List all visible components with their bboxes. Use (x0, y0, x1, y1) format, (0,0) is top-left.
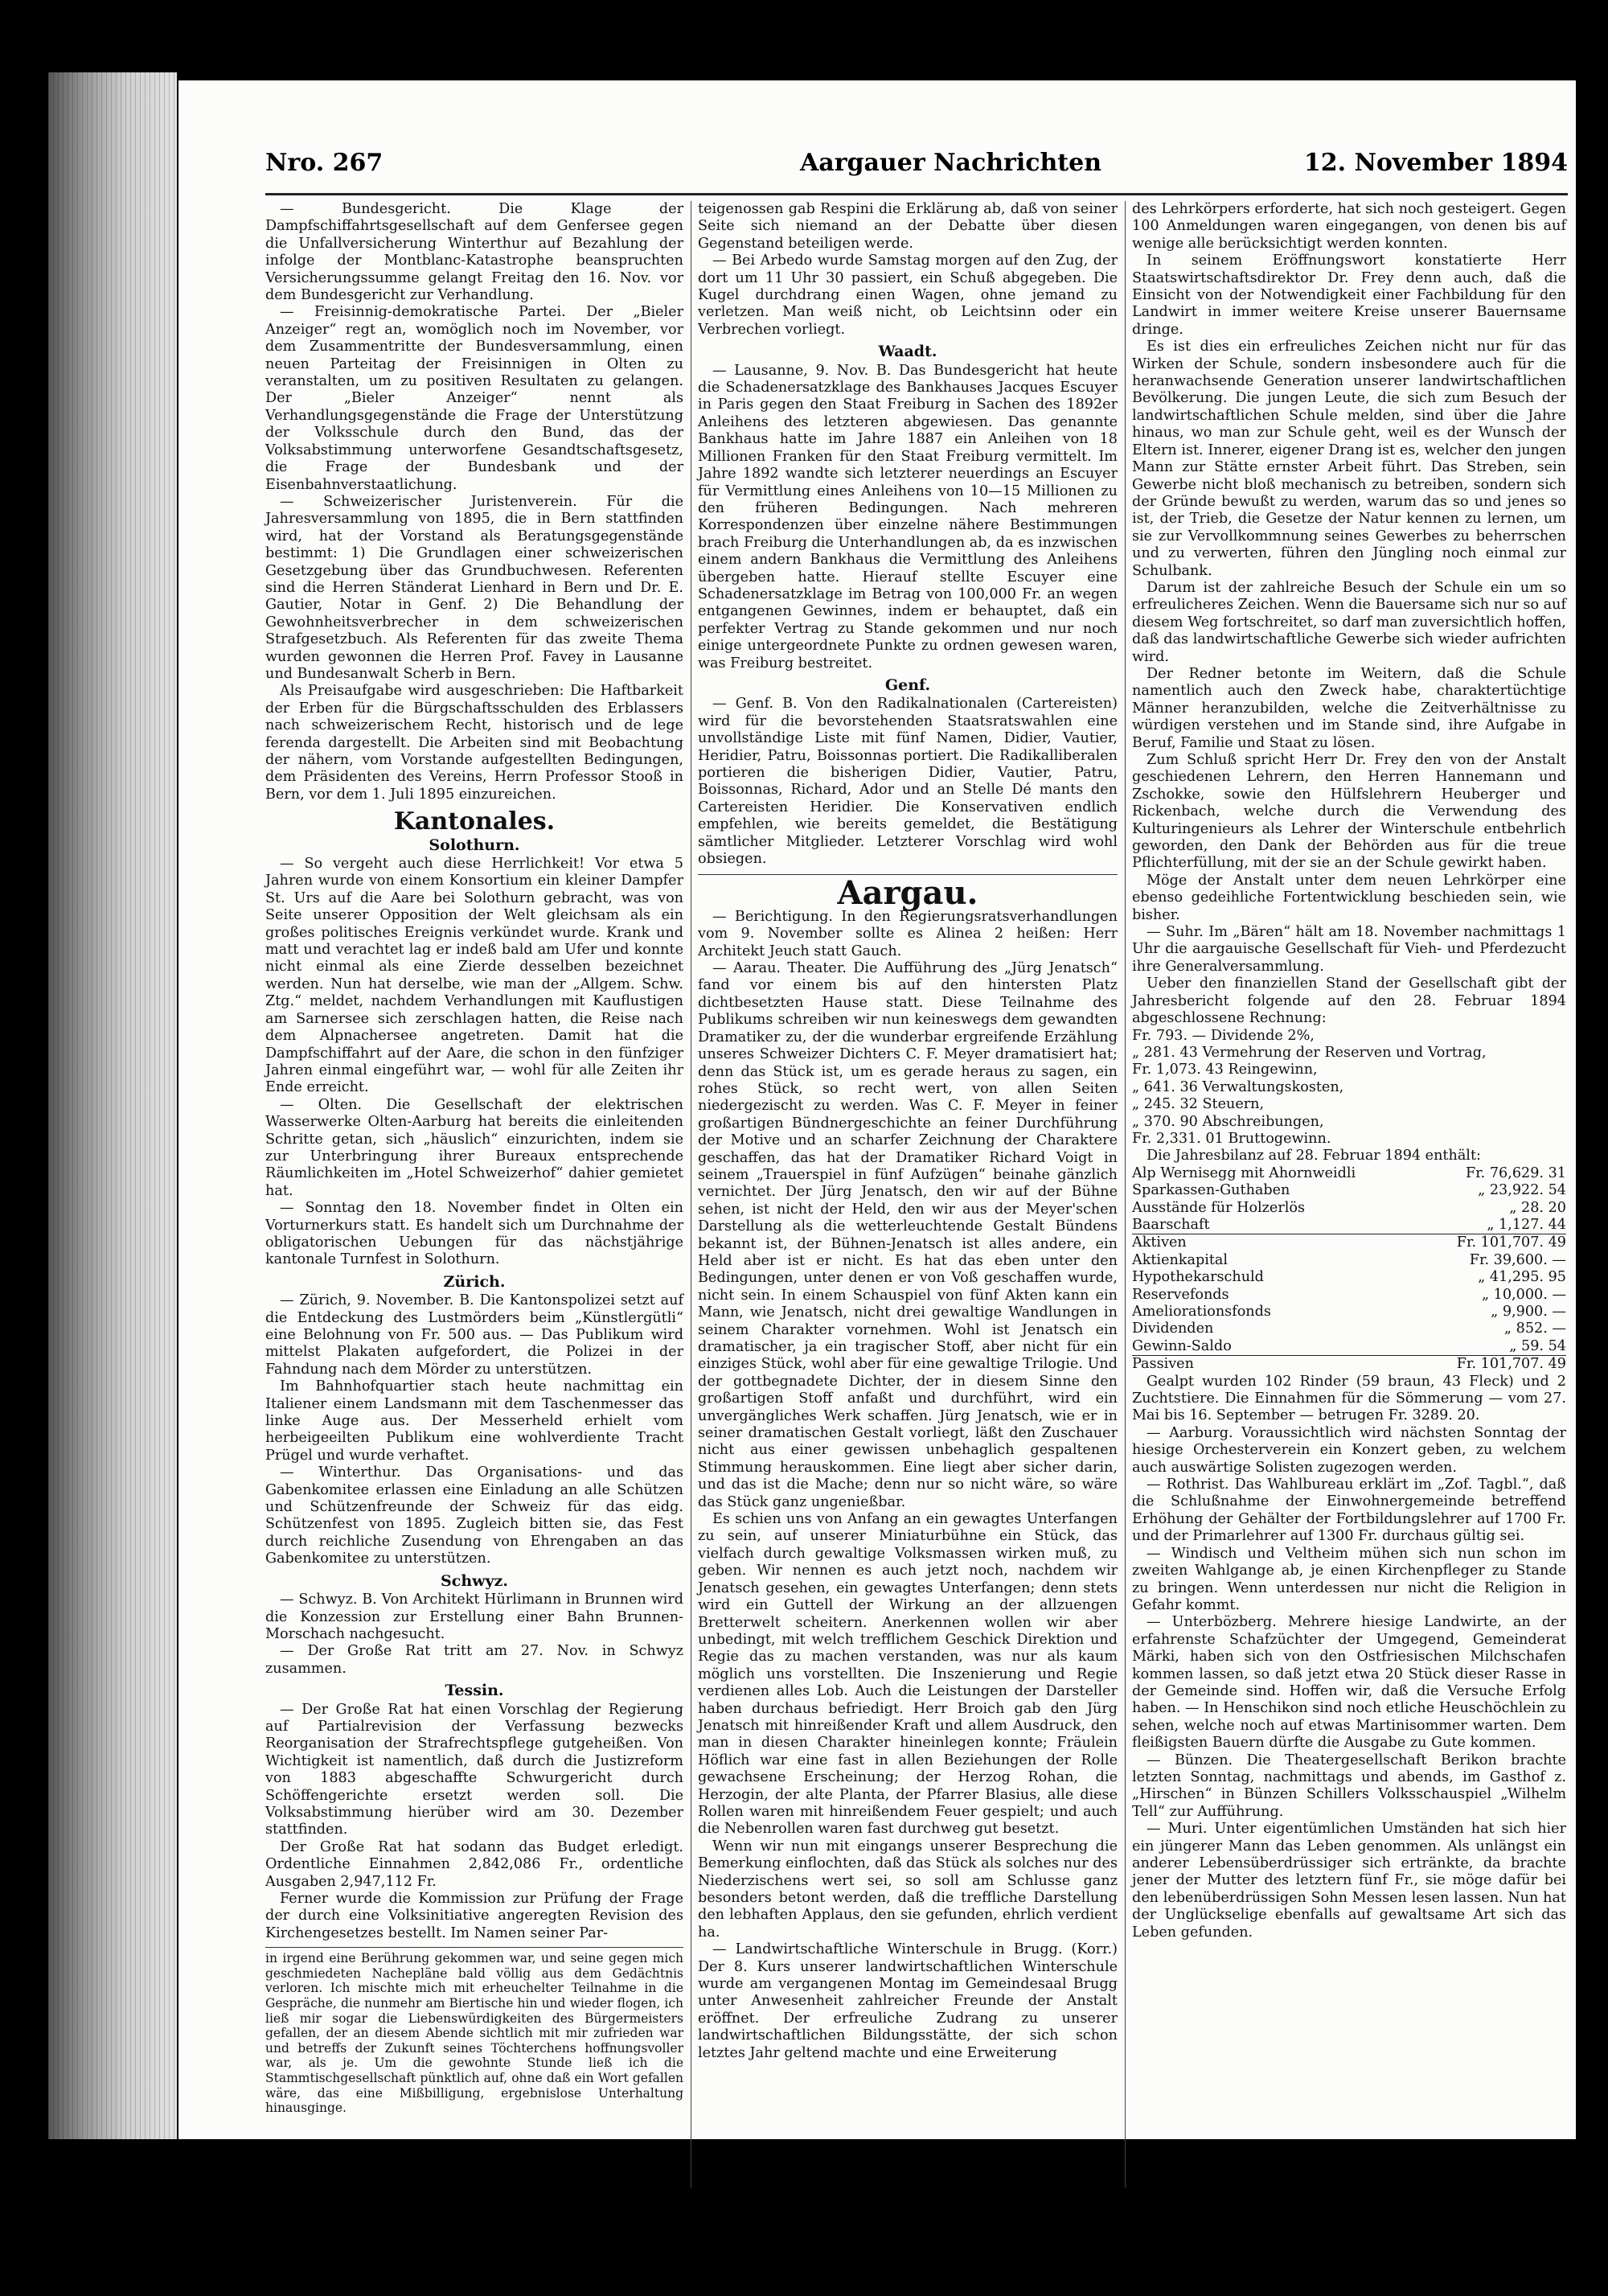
article-preisaufgabe: Als Preisaufgabe wird ausgeschrieben: Die Haftbarkeit der Erben für die Bürgschaftsschulden des Erblassers nach schweizerischem Recht, historisch und de lege ferenda dargestellt. Die Arbeiten sind mit Beobachtung der nähern, vom Vorstande aufgestellten Bedingungen, dem Präsidenten des Vereins, Herrn Professor Stooß in Bern, vor dem 1. Juli 1895 einzureichen. (265, 683, 683, 803)
article-respini: teigenossen gab Respini die Erklärung ab, daß von seiner Seite sich niemand an der Debatte über diesen Gegenstand beteiligen werde. (698, 201, 1118, 252)
article-berichtigung: — Berichtigung. In den Regierungsratsverhandlungen vom 9. November sollte es Alinea 2 heißen: Herr Architekt Jeuch statt Gauch. (698, 908, 1118, 959)
article-theater: — Aarau. Theater. Die Aufführung des „Jürg Jenatsch“ fand vor einem bis auf den hintersten Platz dichtbesetzten Hause statt. Diese Teilnahme des Publikums schreiben wir nun keineswegs dem gewandten Dramatiker zu, der die wunderbar ergreifende Erzählung unseres Schweizer Dichters C. F. Meyer dramatisiert hat; denn das Stück ist, um es gerade heraus zu sagen, ein rohes Stück, so recht wert, von allen Seiten niedergezischt zu werden. Was C. F. Meyer in feiner großartigen Bündnergeschichte an feiner Durchführung der Motive und an scharfer Zeichnung der Charaktere geschaffen, das hat der Dramatiker Richard Voigt in seinem „Trauerspiel in fünf Aufzügen“ beinahe gänzlich vernichtet. Der Jürg Jenatsch, den wir auf der Bühne sehen, ist nicht der Held, den wir aus der Meyer'schen Darstellung als die wetterleuchtende Gestalt Bündens bekannt ist, der Bühnen-Jenatsch ist alles andere, ein Held aber ist er nicht. Es hat das eben unter den Bedingungen, unter denen er von Voß geschaffen wurde, nicht sein. In einem Schauspiel von fünf Akten kann ein Mann, wie Jenatsch, nicht drei gewaltige Wandlungen in seinem Charakter vornehmen. Wohl ist Jenatsch ein dramatischer, ja ein tragischer Stoff, aber nicht für ein einziges Stück, wohl aber für eine gewaltige Trilogie. Und der gottbegnadete Dichter, der in diesem Sinne den großartigen Stoff anfaßt und durchführt, wird ein unvergängliches Werk schaffen. Jürg Jenatsch, wie er in seiner dramatischen Gestalt vorliegt, läßt den Zuschauer nicht aus einer gewissen unbehaglich gespaltenen Stimmung herauskommen. Eine liegt aber sicher darin, und das ist die Mache; denn nur so nicht wäre, so wäre das Stück ganz ungenießbar. (698, 960, 1118, 1510)
column-2 (698, 201, 1118, 2062)
table-row (1132, 1062, 1566, 1078)
article-windisch: — Windisch und Veltheim mühen sich nun schon im zweiten Wahlgange ab, je einen Kirchenpfleger zu Stande zu bringen. Wenn unterdessen nur nicht die Religion in Gefahr kommt. (1132, 1545, 1566, 1613)
row-label: Alp Wernisegg mit Ahornweidli (1132, 1164, 1356, 1181)
article-genf: — Genf. B. Von den Radikalnationalen (Cartereisten) wird für die bevorstehenden Staatsratswahlen eine unvollständige Liste mit fünf Namen, Didier, Vautier, Heridier, Patru, Boissonnas portiert. Die Radikalliberalen portieren die bisherigen Didier, Vautier, Patru, Boissonnas, Richard, Ador und an Stelle Dé mants den Cartereisten Heridier. Die Konservativen endlich empfehlen, wie bereits gemeldet, die Bestätigung sämtlicher Mitglieder. Letzterer Vorschlag wird wohl obsiegen. (698, 696, 1118, 868)
row-label: „ 370. 90 Abschreibungen, (1132, 1113, 1324, 1130)
row-amount: Fr. 39,600. — (1469, 1251, 1566, 1268)
article-olten: — Olten. Die Gesellschaft der elektrischen Wasserwerke Olten-Aarburg hat bereits die einleitenden Schritte getan, sich „häuslich“ einzurichten, indem sie zur Unterbringung ihrer Bureaux entsprechende Räumlichkeiten im „Hotel Schweizerhof“ dahier gemietet hat. (265, 1096, 683, 1199)
row-amount: „ 9,900. — (1491, 1304, 1566, 1320)
article-suhr: — Suhr. Im „Bären“ hält am 18. November nachmittags 1 Uhr die aargauische Gesellschaft für Vieh- und Pferdezucht ihre Generalversammlung. (1132, 924, 1566, 975)
row-label: Fr. 793. — Dividende 2%, (1132, 1027, 1315, 1044)
table-row (1132, 1079, 1566, 1096)
article-bilanz: Die Jahresbilanz auf 28. Februar 1894 enthält: (1147, 1148, 1481, 1164)
row-amount: „ 59. 54 (1509, 1337, 1566, 1354)
column-1 (265, 201, 683, 2116)
article-finanzen: Ueber den finanziellen Stand der Gesellschaft gibt der Jahresbericht folgende auf den 28. Februar 1894 abgeschlossene Rechnung: (1132, 975, 1566, 1027)
article-budget: Der Große Rat hat sodann das Budget erledigt. Ordentliche Einnahmen 2,842,086 Fr., ordentliche Ausgaben 2,947,112 Fr. (265, 1838, 683, 1890)
heading-waadt: Waadt. (878, 343, 937, 361)
row-label: Reservefonds (1132, 1286, 1229, 1303)
article-rothrist: — Rothrist. Das Wahlbureau erklärt im „Zof. Tagbl.“, daß die Schlußnahme der Einwohnergemeinde betreffend Erhöhung der Gehälter der Fortbildungslehrer auf 1700 Fr. und der Primarlehrer auf 1300 Fr. durchaus gültig sei. (1132, 1477, 1566, 1545)
table-row (1132, 1338, 1566, 1356)
article-unterboezberg: — Unterbözberg. Mehrere hiesige Landwirte, an der erfahrenste Schafzüchter der Umgegend, Gemeinderat Märki, haben sich von den Ostfriesischen Milchschafen kommen lassen, so daß jetzt etwa 20 Stück dieser Rasse in der Gemeinde sind. Hoffen wir, daß die Versuche Erfolg haben. — In Henschikon sind noch etliche Heuschöchlein zu sehen, welche noch auf etwas Martinisommer warten. Dem fleißigsten Bauern dürfte die Ausgabe zu Gute kommen. (1132, 1614, 1566, 1752)
article-anstalt: Möge der Anstalt unter dem neuen Lehrkörper eine ebenso gedeihliche Fortentwicklung beschieden sein, wie bisher. (1132, 872, 1566, 923)
row-amount: „ 28. 20 (1509, 1199, 1566, 1216)
row-amount: „ 852. — (1503, 1321, 1566, 1337)
row-label: Fr. 2,331. 01 Bruttogewinn. (1132, 1130, 1331, 1147)
page-header (265, 149, 1568, 189)
article-bunzen: — Bünzen. Die Theatergesellschaft Berikon brachte letzten Sonntag, nachmittags und abends, im Gasthof z. „Hirschen“ in Bünzen Schillers Volksschauspiel „Wilhelm Tell“ zur Aufführung. (1132, 1752, 1566, 1820)
article-schluss: Zum Schluß spricht Herr Dr. Frey den von der Anstalt geschiedenen Lehrern, den Herren Hannemann und Zschokke, sowie den Hülfslehrern Heuberger und Rickenbach, welche durch die Verwendung des Kulturingenieurs als Lehrer der Winterschule entbehrlich geworden, den Dank der Behörden aus für die treue Pflichterfüllung, mit der sie an der Schule gewirkt haben. (1132, 752, 1566, 872)
article-dampfer: — So vergeht auch diese Herrlichkeit! Vor etwa 5 Jahren wurde von einem Konsortium ein kleiner Dampfer St. Urs auf die Aare bei Solothurn gebracht, was von Seite unserer Opposition der Welt gleichsam als ein großes politisches Ereignis verkündet wurde. Krank und matt und verachtet lag er indeß bald am Ufer und konnte nicht einmal als eine Zierde desselben bezeichnet werden. Nun hat derselbe, wie man der „Allgem. Schw. Ztg.“ meldet, nachdem Verhandlungen mit Kauflustigen am Sarnersee sich zerschlagen hatten, die Reise nach dem Alpnachersee angetreten. Damit hat die Dampfschiffahrt auf der Aare, die schon in den fünfziger Jahren einmal eingeführt war, — wohl für alle Zeiten ihr Ende erreicht. (265, 856, 683, 1096)
article-juristenverein: — Schweizerischer Juristenverein. Für die Jahresversammlung von 1895, die in Bern stattfinden wird, hat der Vorstand als Beratungsgegenstände bestimmt: 1) Die Grundlagen einer schweizerischen Gesetzgebung über das Grundbuchwesen. Referenten sind die Herren Ständerat Lienhard in Bern und Dr. E. Gautier, Notar in Genf. 2) Die Behandlung der Gewohnheitsverbrecher in dem schweizerischen Strafgesetzbuch. Als Referenten für das zweite Thema wurden gewonnen die Herren Prof. Favey in Lausanne und Bundesanwalt Scherb in Bern. (265, 493, 683, 682)
article-schwyz: — Schwyz. B. Von Architekt Hürlimann in Brunnen wird die Konzession zur Erstellung einer Bahn Brunnen-Morschach nachgesucht. (265, 1592, 683, 1642)
issue-number: Nro. 267 (265, 149, 384, 177)
feuilleton-text: in irgend eine Berührung gekommen war, und seine gegen mich geschmiedeten Nachepläne bald völlig aus dem Gedächtnis verloren. Ich mischte mich mit erheuchelter Teilnahme in die Gespräche, die nunmehr am Biertische hin und wieder flogen, ich ließ mir sogar die Liebenswürdigkeiten des Bürgermeisters gefallen, der an diesem Abende sichtlich mit mir zufrieden war und betreffs der Zukunft seines Töchterchens hoffnungsvoller war, als je. Um die gewohnte Stunde ließ ich die Stammtischgesellschaft pünktlich auf, ohne daß ein Wort gefallen wäre, das eine Mißbilligung, ergebnislose Unterhaltung hinausginge. (265, 1951, 683, 2116)
row-label: Hypothekarschuld (1132, 1269, 1264, 1286)
article-redner: Der Redner betonte im Weitern, daß die Schule namentlich auch den Zweck habe, charaktertüchtige Männer heranzubilden, welche die Zeitverhältnisse zu würdigen verstehen und im Stande sind, ihre Aufgabe in Beruf, Familie und Staat zu lösen. (1132, 665, 1566, 751)
table-row (1132, 1234, 1566, 1252)
row-label: Ausstände für Holzerlös (1132, 1199, 1305, 1216)
table-row (1132, 1096, 1566, 1113)
table-row (1132, 1321, 1566, 1337)
row-label: „ 641. 36 Verwaltungskosten, (1132, 1078, 1344, 1095)
article-besuch: Darum ist der zahlreiche Besuch der Schule ein um so erfreulicheres Zeichen. Wenn die Bauersame sich nur so auf diesem Weg fortschreitet, so darf man zuversichtlich hoffen, daß das landwirtschaftliche Gewerbe sich wieder aufrichten wird. (1132, 579, 1566, 665)
column-divider (1125, 201, 1126, 2187)
table-row (1132, 1287, 1566, 1304)
article-bahnhofquartier: Im Bahnhofquartier stach heute nachmittag ein Italiener einem Landsmann mit dem Taschenmesser das linke Auge aus. Der Messerheld erhielt vom herbeigeeilten Publikum eine wohlverdiente Tracht Prügel und wurde verhaftet. (265, 1378, 683, 1464)
article-eroeffnungswort: In seinem Eröffnungswort konstatierte Herr Staatswirtschaftsdirektor Dr. Frey denn auch, daß die Einsicht von der Notwendigkeit einer Fachbildung für den Landwirt in immer weitere Kreise unserer Bauernsame dringe. (1132, 253, 1566, 338)
row-label: „ 281. 43 Vermehrung der Reserven und Vortrag, (1132, 1044, 1487, 1061)
table-row (1132, 1356, 1566, 1374)
passiven-label: Passiven (1132, 1356, 1423, 1374)
table-row (1132, 1114, 1566, 1131)
article-grosser-rat: — Der Große Rat tritt am 27. Nov. in Schwyz zusammen. (265, 1643, 683, 1677)
table-row (1132, 1252, 1566, 1269)
issue-date: 12. November 1894 (1303, 149, 1568, 177)
table-row (1132, 1131, 1566, 1148)
row-amount: „ 10,000. — (1481, 1286, 1566, 1303)
table-row (1132, 1165, 1566, 1182)
passiven-total: Fr. 101,707. 49 (1423, 1356, 1566, 1374)
table-row (1132, 1200, 1566, 1217)
article-aarburg: — Aarburg. Voraussichtlich wird nächsten Sonntag der hiesige Orchesterverein ein Konzert geben, zu welchem auch auswärtige Solisten zugezogen werden. (1132, 1424, 1566, 1476)
heading-tessin: Tessin. (445, 1682, 504, 1700)
table-row (1132, 1045, 1566, 1062)
table-row (1132, 1269, 1566, 1286)
newspaper-title: Aargauer Nachrichten (800, 149, 1102, 177)
article-muri: — Muri. Unter eigentümlichen Umständen hat sich hier ein jüngerer Mann das Leben genommen. Als unlängst ein anderer Lebensüberdrüssiger sich ertränkte, da brachte jener der Mutter des letztern fünf Fr., sie möge dafür bei den lebenüberdrüssigen Sohn Messen lesen lassen. Nun hat der Unglückselige ebenfalls auf gewaltsame Art sich das Leben gefunden. (1132, 1821, 1566, 1941)
row-label: Aktienkapital (1132, 1251, 1229, 1268)
row-amount: „ 23,922. 54 (1478, 1182, 1566, 1199)
heading-genf: Genf. (884, 676, 931, 694)
rechnung-table (1132, 1028, 1566, 1148)
section-aargau: Aargau. (837, 874, 978, 913)
feuilleton-footer (265, 1947, 683, 2116)
article-zeichen: Es ist dies ein erfreuliches Zeichen nicht nur für das Wirken der Schule, sondern insbesondere auch für die heranwachsende Generation unserer landwirtschaftlichen Bevölkerung. Die jungen Leute, die sich zum Besuch der landwirtschaftlichen Schule melden, sind über die Jahre hinaus, wo man zur Schule geht, weil es der Wunsch der Eltern ist. Innerer, eigener Drang ist es, welcher den jungen Mann zur Stätte ernster Arbeit führt. Das Streben, sein Gewerbe nicht bloß mechanisch zu betreiben, sondern sich der Gründe bewußt zu werden, warum das so und jenes so ist, der Trieb, die Gesetze der Natur kennen zu lernen, um sie zur Vervollkommnung seines Gewerbes zu beherrschen und zu verwerten, führen den Jüngling noch einmal zur Schulbank. (1132, 339, 1566, 579)
article-gealpt: Gealpt wurden 102 Rinder (59 braun, 43 Fleck) und 2 Zuchtstiere. Die Einnahmen für die Sömmerung — vom 27. Mai bis 16. September — betrugen Fr. 3289. 20. (1132, 1373, 1566, 1424)
article-lausanne: — Lausanne, 9. Nov. B. Das Bundesgericht hat heute die Schadenersatzklage des Bankhauses Jacques Escuyer in Paris gegen den Staat Freiburg in Sachen des 1892er Anleihens des letzteren abgewiesen. Das genannte Bankhaus hatte im Jahre 1887 ein Anleihen von 18 Millionen Franken für den Staat Freiburg vermittelt. Im Jahre 1892 wandte sich letzterer neuerdings an Escuyer für Vermittlung eines Anleihens von 10—15 Millionen zu den früheren Bedingungen. Nach mehreren Korrespondenzen über einzelne nähere Bestimmungen brach Freiburg die Unterhandlungen ab, da es inzwischen einem andern Bankhaus die Vermittlung des Anleihens übergeben hatte. Hierauf stellte Escuyer eine Schadenersatzklage im Betrag von 100,000 Fr. an wegen entgangenen Gewinnes, indem er behauptet, daß ein perfekter Vertrag zu Stande gekommen und nur noch einige untergeordnete Punkte zu ordnen gewesen waren, was Freiburg bestreitet. (698, 362, 1118, 672)
article-vorturnerkurs: — Sonntag den 18. November findet in Olten ein Vorturnerkurs statt. Es handelt sich um Durchnahme der obligatorischen Uebungen für das nächstjährige kantonale Turnfest in Solothurn. (265, 1200, 683, 1268)
row-amount: „ 41,295. 95 (1478, 1269, 1566, 1286)
article-winterschule: — Landwirtschaftliche Winterschule in Brugg. (Korr.) Der 8. Kurs unserer landwirtschaftlichen Winterschule wurde am vergangenen Montag im Gemeindesaal Brugg unter Anwesenheit zahlreicher Freunde der Anstalt eröffnet. Der erfreuliche Zudrang zu unserer landwirtschaftlichen Bildungsstätte, der sich schon letztes Jahr geltend machte und eine Erweiterung (698, 1941, 1118, 2061)
row-label: Fr. 1,073. 43 Reingewinn, (1132, 1062, 1318, 1078)
heading-schwyz: Schwyz. (441, 1571, 508, 1590)
newspaper-page (178, 80, 1576, 2139)
article-bundesgericht: — Bundesgericht. Die Klage der Dampfschiffahrtsgesellschaft auf dem Genfersee gegen die Unfallversicherung Winterthur auf Bezahlung der infolge der Montblanc-Katastrophe beanspruchten Versicherungssumme gelangt Freitag den 16. Nov. vor dem Bundesgericht zur Verhandlung. (265, 201, 683, 304)
table-row (1132, 1304, 1566, 1321)
table-row (1132, 1028, 1566, 1045)
aktiven-total: Fr. 101,707. 49 (1423, 1234, 1566, 1252)
column-3 (1132, 201, 1566, 1941)
aktiven-label: Aktiven (1132, 1234, 1423, 1252)
page-edges (48, 72, 177, 2139)
article-arbedo: — Bei Arbedo wurde Samstag morgen auf den Zug, der dort um 11 Uhr 30 passiert, ein Schuß abgegeben. Die Kugel durchdrang einen Wagen, ohne jemand zu verletzen. Man weiß nicht, ob Leichtsinn oder ein Verbrechen vorliegt. (698, 253, 1118, 338)
article-kirchengesetz: Ferner wurde die Kommission zur Prüfung der Frage der durch eine Volksinitiative angeregten Revision des Kirchengesetzes bestellt. Im Namen seiner Par- (265, 1891, 683, 1941)
heading-solothurn: Solothurn. (429, 836, 520, 854)
row-amount: „ 1,127. 44 (1487, 1216, 1566, 1233)
row-label: „ 245. 32 Steuern, (1132, 1096, 1265, 1113)
article-theater-2: Es schien uns von Anfang an ein gewagtes Unterfangen zu sein, auf unserer Miniaturbühne ein Stück, das vielfach durch gewaltige Volksmassen wirken muß, zu geben. Wir nennen es auch jetzt noch, nachdem wir Jenatsch gesehen, ein gewagtes Unterfangen; denn stets wird ein Guttell der Wirkung an der allzuengen Bretterwelt scheitern. Anerkennen wollen wir aber unbedingt, mit welch trefflichem Geschick Direktion und Regie das zu machen verstanden, was nur als kaum möglich uns vorstellten. Die Inszenierung und Regie verdienen alles Lob. Auch die Leistungen der Darsteller haben durchaus befriedigt. Herr Broich gab den Jürg Jenatsch mit hinreißender Kraft und allem Ausdruck, den man in diesen Charakter hineinlegen konnte; Fräulein Höflich war eine fast in allen Beziehungen der Rolle gewachsene Erscheinung; der Herzog Rohan, die Herzogin, der alte Planta, der Pfarrer Blasius, alle diese Rollen waren mit hinreißendem Feuer gespielt; und auch die Nebenrollen waren fast durchweg gut besetzt. (698, 1511, 1118, 1838)
section-kantonales: Kantonales. (393, 807, 556, 836)
article-theater-3: Wenn wir nun mit eingangs unserer Besprechung die Bemerkung einflochten, daß das Stück als solches nur des Niederzischens wert sei, so soll am Schlusse ganz besonders betont werden, daß die treffliche Darstellung den lebhaften Applaus, den sie gefunden, ehrlich verdient ha. (698, 1838, 1118, 1941)
heading-zuerich: Zürich. (443, 1272, 506, 1291)
row-label: Dividenden (1132, 1321, 1214, 1337)
row-label: Gewinn-Saldo (1132, 1337, 1232, 1354)
bilanz-table (1132, 1165, 1566, 1374)
article-winterthur: — Winterthur. Das Organisations- und das Gabenkomitee erlassen eine Einladung an alle Schützen und Schützenfreunde der Schweiz für das eidg. Schützenfest von 1895. Zugleich bitten sie, das Fest durch reichliche Zusendung von Ehrengaben an das Gabenkomitee zu unterstützen. (265, 1464, 683, 1567)
row-label: Sparkassen-Guthaben (1132, 1182, 1290, 1199)
row-label: Baarschaft (1132, 1216, 1210, 1233)
header-rule (265, 193, 1568, 195)
row-amount: Fr. 76,629. 31 (1465, 1164, 1566, 1181)
table-row (1132, 1182, 1566, 1199)
row-label: Ameliorationsfonds (1132, 1304, 1271, 1320)
article-zuerich: — Zürich, 9. November. B. Die Kantonspolizei setzt auf die Entdeckung des Lustmörders beim „Künstlergütli“ eine Belohnung von Fr. 500 aus. — Das Publikum wird mittelst Plakaten aufgefordert, die Polizei in der Fahndung nach dem Mörder zu unterstützen. (265, 1292, 683, 1378)
article-freisinnig: — Freisinnig-demokratische Partei. Der „Bieler Anzeiger“ regt an, womöglich noch im November, vor dem Zusammentritte der Bundesversammlung, einen neuen Parteitag der Freisinnigen in Olten zu veranstalten, um zu positiven Resultaten zu gelangen. Der „Bieler Anzeiger“ nennt als Verhandlungsgegenstände die Frage der Unterstützung der Volksschule durch den Bund, das der Volksabstimmung unterworfene Gesandtschaftsgesetz, die Frage der Bundesbank und der Eisenbahnverstaatlichung. (265, 304, 683, 493)
table-row (1132, 1217, 1566, 1234)
article-lehrkoerper: des Lehrkörpers erforderte, hat sich noch gesteigert. Gegen 100 Anmeldungen waren eingegangen, von denen bis auf wenige alle berücksichtigt werden konnten. (1132, 201, 1566, 252)
article-tessin: — Der Große Rat hat einen Vorschlag der Regierung auf Partialrevision der Verfassung bezwecks Reorganisation der Strafrechtspflege gutgeheißen. Von Wichtigkeit ist namentlich, daß durch die Justizreform von 1883 abgeschaffte Schwurgericht durch Schöffengerichte ersetzt werden soll. Die Volksabstimmung hierüber wird am 30. Dezember stattfinden. (265, 1701, 683, 1838)
